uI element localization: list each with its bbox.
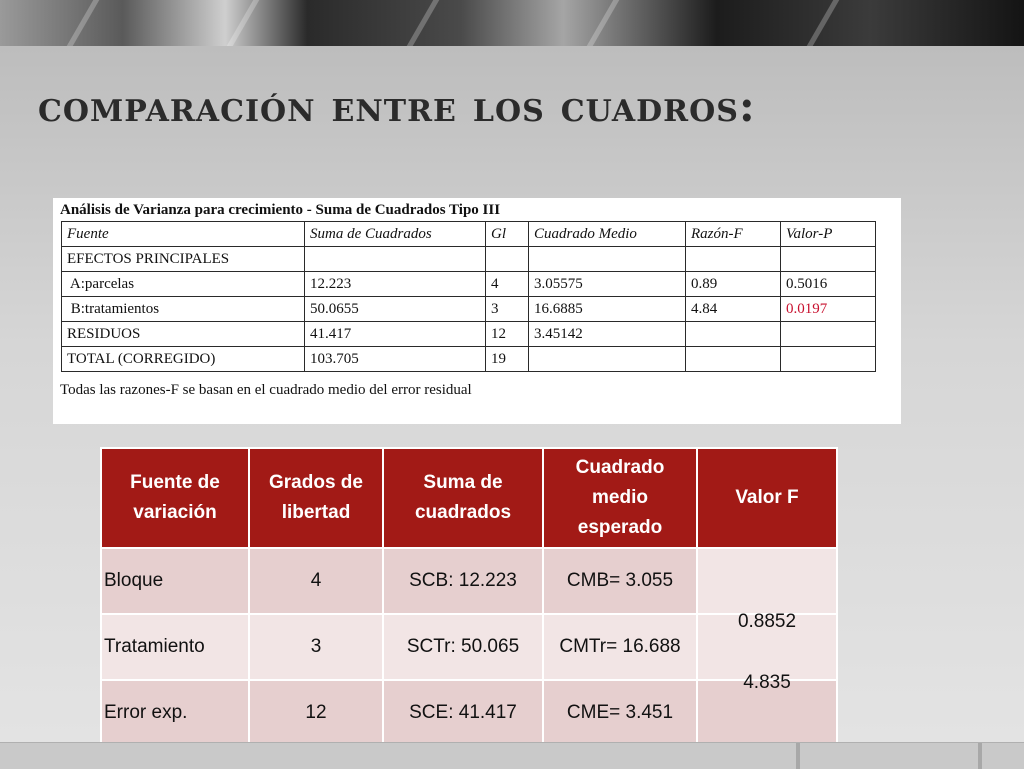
anova-cell: A:parcelas: [62, 272, 305, 297]
anova-col-suma: Suma de Cuadrados: [305, 222, 486, 247]
anova-row: [62, 247, 876, 272]
cell-grados: 12: [249, 680, 383, 746]
anova-cell: 103.705: [305, 347, 486, 372]
anova-cell: 16.6885: [529, 297, 686, 322]
anova-cell: [529, 347, 686, 372]
anova-cell: 0.89: [686, 272, 781, 297]
anova-col-fuente: Fuente: [62, 222, 305, 247]
anova-cell: 50.0655: [305, 297, 486, 322]
anova-header-row: [62, 222, 876, 247]
cell-fuente: Tratamiento: [101, 614, 249, 680]
anova-cell: [686, 347, 781, 372]
anova-heading: Análisis de Varianza para crecimiento - Suma de Cuadrados Tipo III: [60, 202, 501, 218]
top-banner-image: [0, 0, 1024, 46]
anova-col-gl: Gl: [486, 222, 529, 247]
anova-cell: 0.5016: [781, 272, 876, 297]
anova-row: [62, 272, 876, 297]
anova-row: [62, 297, 876, 322]
anova-table: [61, 221, 876, 372]
anova-cell: [781, 347, 876, 372]
anova-cell: EFECTOS PRINCIPALES: [62, 247, 305, 272]
f-value-tratamiento: 4.835: [743, 672, 791, 693]
bottom-divider: [978, 743, 982, 769]
header-suma: Suma de cuadrados: [383, 448, 543, 548]
cell-suma: SCB: 12.223: [383, 548, 543, 614]
header-fuente: Fuente de variación: [101, 448, 249, 548]
anova-cell: 3.05575: [529, 272, 686, 297]
bottom-divider: [796, 743, 800, 769]
anova-cell: 41.417: [305, 322, 486, 347]
anova-cell: 3: [486, 297, 529, 322]
table-row: [101, 548, 837, 614]
anova-note: Todas las razones-F se basan en el cuadrado medio del error residual: [60, 382, 472, 398]
cell-suma: SCE: 41.417: [383, 680, 543, 746]
anova-cell: [486, 247, 529, 272]
anova-cell: [529, 247, 686, 272]
bottom-bar: [0, 742, 1024, 769]
cell-suma: SCTr: 50.065: [383, 614, 543, 680]
anova-col-cuadrado: Cuadrado Medio: [529, 222, 686, 247]
cell-cuadrado: CME= 3.451: [543, 680, 697, 746]
anova-col-valor: Valor-P: [781, 222, 876, 247]
cell-grados: 4: [249, 548, 383, 614]
anova-cell-significant: 0.0197: [781, 297, 876, 322]
header-grados: Grados de libertad: [249, 448, 383, 548]
anova-cell: 4: [486, 272, 529, 297]
anova-output-image: [53, 198, 901, 424]
anova-cell: 12: [486, 322, 529, 347]
anova-cell: RESIDUOS: [62, 322, 305, 347]
anova-row: [62, 347, 876, 372]
comparison-header-row: [101, 448, 837, 548]
anova-cell: [781, 247, 876, 272]
f-value-bloque: 0.8852: [737, 611, 797, 632]
anova-cell: 12.223: [305, 272, 486, 297]
header-cuadrado-medio: Cuadrado medio esperado: [543, 448, 697, 548]
anova-cell: [686, 322, 781, 347]
anova-cell: [686, 247, 781, 272]
header-valor-f: Valor F: [697, 448, 837, 548]
anova-row: [62, 322, 876, 347]
slide-title: comparación entre los cuadros:: [38, 82, 756, 132]
anova-col-razon: Razón-F: [686, 222, 781, 247]
anova-cell: TOTAL (CORREGIDO): [62, 347, 305, 372]
anova-cell: [781, 322, 876, 347]
anova-cell: 4.84: [686, 297, 781, 322]
anova-cell: 3.45142: [529, 322, 686, 347]
cell-valor-f: [697, 548, 837, 632]
anova-cell: 19: [486, 347, 529, 372]
cell-cuadrado: CMB= 3.055: [543, 548, 697, 614]
cell-grados: 3: [249, 614, 383, 680]
cell-fuente: Error exp.: [101, 680, 249, 746]
comparison-table: [100, 447, 838, 747]
anova-cell: B:tratamientos: [62, 297, 305, 322]
cell-fuente: Bloque: [101, 548, 249, 614]
anova-cell: [305, 247, 486, 272]
cell-cuadrado: CMTr= 16.688: [543, 614, 697, 680]
